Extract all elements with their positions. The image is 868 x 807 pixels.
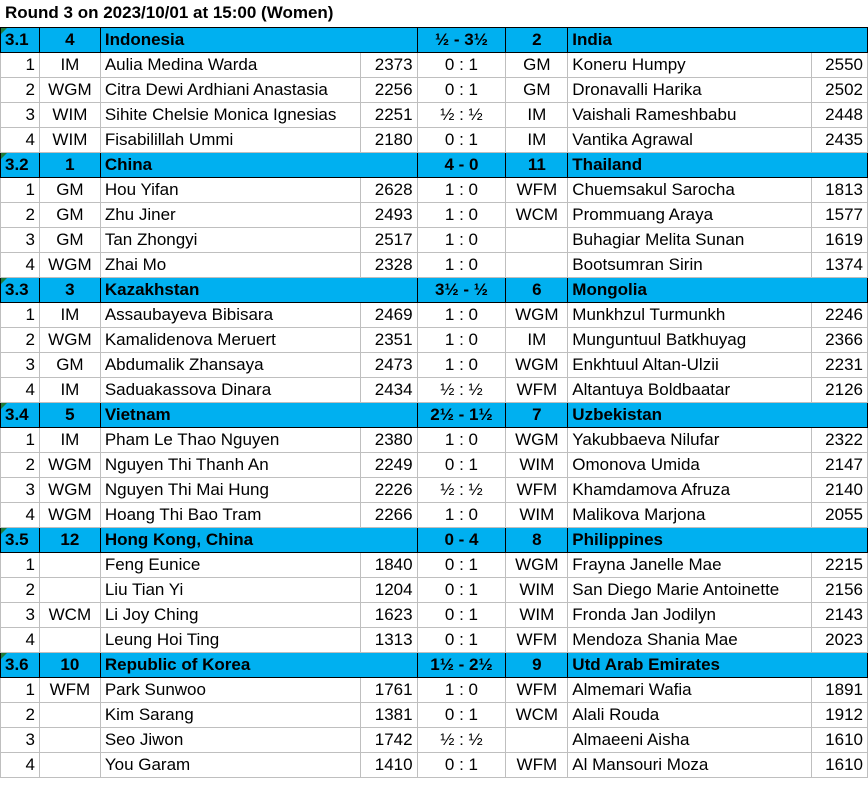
home-team-name[interactable]: China: [100, 153, 417, 178]
home-player-rating[interactable]: 1742: [360, 728, 417, 753]
away-player-name[interactable]: Koneru Humpy: [568, 53, 812, 78]
away-player-name[interactable]: Enkhtuul Altan-Ulzii: [568, 353, 812, 378]
game-row: [1, 203, 868, 228]
game-result[interactable]: ½ : ½: [417, 378, 506, 403]
home-player-title[interactable]: GM: [39, 353, 100, 378]
away-player-name[interactable]: Khamdamova Afruza: [568, 478, 812, 503]
home-player-name[interactable]: Citra Dewi Ardhiani Anastasia: [100, 78, 360, 103]
away-player-rating[interactable]: 2366: [812, 328, 868, 353]
away-player-name[interactable]: Munguntuul Batkhuyag: [568, 328, 812, 353]
home-player-title[interactable]: [39, 578, 100, 603]
game-result[interactable]: 0 : 1: [417, 553, 506, 578]
home-team-name[interactable]: Hong Kong, China: [100, 528, 417, 553]
away-player-title[interactable]: WCM: [506, 203, 568, 228]
board-number[interactable]: 3: [1, 728, 40, 753]
away-team-rank[interactable]: 9: [506, 653, 568, 678]
match-board-id[interactable]: 3.3: [1, 278, 40, 303]
away-player-name[interactable]: Prommuang Araya: [568, 203, 812, 228]
home-player-rating[interactable]: 2180: [360, 128, 417, 153]
away-player-name[interactable]: Malikova Marjona: [568, 503, 812, 528]
away-player-name[interactable]: Frayna Janelle Mae: [568, 553, 812, 578]
away-player-name[interactable]: Al Mansouri Moza: [568, 753, 812, 778]
away-player-name[interactable]: Chuemsakul Sarocha: [568, 178, 812, 203]
home-team-rank[interactable]: 3: [39, 278, 100, 303]
game-row: [1, 53, 868, 78]
away-player-rating[interactable]: 1374: [812, 253, 868, 278]
game-row: [1, 378, 868, 403]
away-player-rating[interactable]: 2448: [812, 103, 868, 128]
home-player-rating[interactable]: 1204: [360, 578, 417, 603]
home-player-title[interactable]: IM: [39, 53, 100, 78]
away-team-name[interactable]: India: [568, 28, 868, 53]
away-player-rating[interactable]: 2126: [812, 378, 868, 403]
away-player-name[interactable]: Fronda Jan Jodilyn: [568, 603, 812, 628]
match-score[interactable]: 0 - 4: [417, 528, 506, 553]
away-team-name[interactable]: Uzbekistan: [568, 403, 868, 428]
pairings-body: [1, 28, 868, 778]
match-board-id[interactable]: 3.4: [1, 403, 40, 428]
home-player-rating[interactable]: 2380: [360, 428, 417, 453]
game-row: [1, 78, 868, 103]
home-player-rating[interactable]: 1313: [360, 628, 417, 653]
board-number[interactable]: 1: [1, 678, 40, 703]
home-player-rating[interactable]: 2251: [360, 103, 417, 128]
board-number[interactable]: 2: [1, 578, 40, 603]
away-player-name[interactable]: Munkhzul Turmunkh: [568, 303, 812, 328]
home-player-title[interactable]: GM: [39, 203, 100, 228]
away-player-name[interactable]: Vaishali Rameshbabu: [568, 103, 812, 128]
game-row: [1, 103, 868, 128]
away-player-rating[interactable]: 2055: [812, 503, 868, 528]
away-team-name[interactable]: Mongolia: [568, 278, 868, 303]
board-number[interactable]: 2: [1, 453, 40, 478]
away-player-name[interactable]: Mendoza Shania Mae: [568, 628, 812, 653]
home-player-name[interactable]: Li Joy Ching: [100, 603, 360, 628]
away-player-title[interactable]: WFM: [506, 378, 568, 403]
game-result[interactable]: 1 : 0: [417, 178, 506, 203]
home-player-name[interactable]: Aulia Medina Warda: [100, 53, 360, 78]
game-row: [1, 228, 868, 253]
away-player-title[interactable]: WFM: [506, 178, 568, 203]
game-row: [1, 428, 868, 453]
home-player-rating[interactable]: 2434: [360, 378, 417, 403]
home-player-title[interactable]: IM: [39, 378, 100, 403]
board-number[interactable]: 3: [1, 603, 40, 628]
away-player-name[interactable]: Vantika Agrawal: [568, 128, 812, 153]
home-player-rating[interactable]: 2628: [360, 178, 417, 203]
game-result[interactable]: 1 : 0: [417, 303, 506, 328]
match-header-row: [1, 153, 868, 178]
home-team-rank[interactable]: 1: [39, 153, 100, 178]
board-number[interactable]: 1: [1, 553, 40, 578]
home-player-rating[interactable]: 2351: [360, 328, 417, 353]
away-player-rating[interactable]: 2156: [812, 578, 868, 603]
match-header-row: [1, 278, 868, 303]
home-player-rating[interactable]: 1623: [360, 603, 417, 628]
home-player-title[interactable]: WIM: [39, 128, 100, 153]
board-number[interactable]: 3: [1, 228, 40, 253]
match-score[interactable]: 4 - 0: [417, 153, 506, 178]
away-player-rating[interactable]: 2502: [812, 78, 868, 103]
away-player-rating[interactable]: 2435: [812, 128, 868, 153]
away-player-name[interactable]: Buhagiar Melita Sunan: [568, 228, 812, 253]
away-player-rating[interactable]: 2215: [812, 553, 868, 578]
board-number[interactable]: 4: [1, 378, 40, 403]
away-player-rating[interactable]: 2023: [812, 628, 868, 653]
home-player-title[interactable]: [39, 728, 100, 753]
game-result[interactable]: 0 : 1: [417, 53, 506, 78]
home-player-name[interactable]: Zhu Jiner: [100, 203, 360, 228]
home-player-rating[interactable]: 1761: [360, 678, 417, 703]
away-player-rating[interactable]: 1577: [812, 203, 868, 228]
away-team-rank[interactable]: 11: [506, 153, 568, 178]
home-player-rating[interactable]: 2266: [360, 503, 417, 528]
home-player-name[interactable]: Saduakassova Dinara: [100, 378, 360, 403]
home-player-rating[interactable]: 1840: [360, 553, 417, 578]
game-result[interactable]: 0 : 1: [417, 628, 506, 653]
board-number[interactable]: 1: [1, 178, 40, 203]
home-player-rating[interactable]: 2373: [360, 53, 417, 78]
match-board-id[interactable]: 3.2: [1, 153, 40, 178]
away-player-name[interactable]: Bootsumran Sirin: [568, 253, 812, 278]
home-team-name[interactable]: Kazakhstan: [100, 278, 417, 303]
away-player-title[interactable]: WFM: [506, 753, 568, 778]
home-team-name[interactable]: Indonesia: [100, 28, 417, 53]
board-number[interactable]: 2: [1, 328, 40, 353]
home-player-title[interactable]: IM: [39, 303, 100, 328]
game-row: [1, 603, 868, 628]
away-team-rank[interactable]: 7: [506, 403, 568, 428]
game-result[interactable]: 1 : 0: [417, 228, 506, 253]
match-board-id[interactable]: 3.5: [1, 528, 40, 553]
match-header-row: [1, 403, 868, 428]
away-team-name[interactable]: Thailand: [568, 153, 868, 178]
home-player-name[interactable]: Feng Eunice: [100, 553, 360, 578]
game-result[interactable]: ½ : ½: [417, 478, 506, 503]
away-team-rank[interactable]: 2: [506, 28, 568, 53]
home-player-name[interactable]: Seo Jiwon: [100, 728, 360, 753]
game-result[interactable]: 0 : 1: [417, 78, 506, 103]
away-player-title[interactable]: WIM: [506, 453, 568, 478]
away-player-name[interactable]: Almemari Wafia: [568, 678, 812, 703]
game-result[interactable]: 1 : 0: [417, 328, 506, 353]
home-player-name[interactable]: You Garam: [100, 753, 360, 778]
game-result[interactable]: 0 : 1: [417, 453, 506, 478]
away-player-rating[interactable]: 1891: [812, 678, 868, 703]
away-player-title[interactable]: [506, 253, 568, 278]
home-player-title[interactable]: WGM: [39, 78, 100, 103]
home-player-rating[interactable]: 2493: [360, 203, 417, 228]
away-player-name[interactable]: Yakubbaeva Nilufar: [568, 428, 812, 453]
home-player-title[interactable]: WGM: [39, 328, 100, 353]
game-row: [1, 178, 868, 203]
home-player-name[interactable]: Abdumalik Zhansaya: [100, 353, 360, 378]
home-team-name[interactable]: Vietnam: [100, 403, 417, 428]
game-result[interactable]: 1 : 0: [417, 678, 506, 703]
home-player-name[interactable]: Nguyen Thi Mai Hung: [100, 478, 360, 503]
game-row: [1, 728, 868, 753]
game-row: [1, 503, 868, 528]
board-number[interactable]: 2: [1, 703, 40, 728]
away-team-rank[interactable]: 6: [506, 278, 568, 303]
game-result[interactable]: ½ : ½: [417, 103, 506, 128]
home-player-rating[interactable]: 2517: [360, 228, 417, 253]
away-team-rank[interactable]: 8: [506, 528, 568, 553]
match-header-row: [1, 653, 868, 678]
board-number[interactable]: 4: [1, 253, 40, 278]
home-team-name[interactable]: Republic of Korea: [100, 653, 417, 678]
home-player-title[interactable]: [39, 553, 100, 578]
match-score[interactable]: 3½ - ½: [417, 278, 506, 303]
match-score[interactable]: ½ - 3½: [417, 28, 506, 53]
game-row: [1, 353, 868, 378]
away-player-title[interactable]: WIM: [506, 603, 568, 628]
home-player-name[interactable]: Assaubayeva Bibisara: [100, 303, 360, 328]
page-title: Round 3 on 2023/10/01 at 15:00 (Women): [5, 3, 334, 22]
game-result[interactable]: 1 : 0: [417, 428, 506, 453]
away-player-title[interactable]: WGM: [506, 303, 568, 328]
home-player-rating[interactable]: 2328: [360, 253, 417, 278]
away-player-rating[interactable]: 2246: [812, 303, 868, 328]
away-player-title[interactable]: WGM: [506, 553, 568, 578]
away-player-rating[interactable]: 2147: [812, 453, 868, 478]
home-player-name[interactable]: Leung Hoi Ting: [100, 628, 360, 653]
home-player-name[interactable]: Kamalidenova Meruert: [100, 328, 360, 353]
board-number[interactable]: 4: [1, 628, 40, 653]
board-number[interactable]: 2: [1, 78, 40, 103]
home-player-name[interactable]: Pham Le Thao Nguyen: [100, 428, 360, 453]
away-player-title[interactable]: [506, 728, 568, 753]
away-player-title[interactable]: WGM: [506, 353, 568, 378]
game-row: [1, 753, 868, 778]
home-player-name[interactable]: Zhai Mo: [100, 253, 360, 278]
home-player-title[interactable]: [39, 628, 100, 653]
away-player-title[interactable]: WGM: [506, 428, 568, 453]
game-result[interactable]: 0 : 1: [417, 578, 506, 603]
away-player-rating[interactable]: 1912: [812, 703, 868, 728]
home-team-rank[interactable]: 5: [39, 403, 100, 428]
game-result[interactable]: 0 : 1: [417, 703, 506, 728]
board-number[interactable]: 3: [1, 103, 40, 128]
match-board-id[interactable]: 3.6: [1, 653, 40, 678]
away-player-title[interactable]: WIM: [506, 578, 568, 603]
board-number[interactable]: 3: [1, 353, 40, 378]
away-player-rating[interactable]: 1813: [812, 178, 868, 203]
home-player-rating[interactable]: 2469: [360, 303, 417, 328]
away-player-rating[interactable]: 1610: [812, 753, 868, 778]
board-number[interactable]: 1: [1, 303, 40, 328]
pairings-table: [0, 27, 868, 778]
home-player-title[interactable]: [39, 753, 100, 778]
home-player-rating[interactable]: 2256: [360, 78, 417, 103]
match-score[interactable]: 2½ - 1½: [417, 403, 506, 428]
away-player-title[interactable]: WCM: [506, 703, 568, 728]
home-player-title[interactable]: WGM: [39, 253, 100, 278]
home-player-rating[interactable]: 1381: [360, 703, 417, 728]
game-result[interactable]: 0 : 1: [417, 753, 506, 778]
home-player-title[interactable]: [39, 703, 100, 728]
game-row: [1, 628, 868, 653]
home-player-rating[interactable]: 2249: [360, 453, 417, 478]
board-number[interactable]: 3: [1, 478, 40, 503]
home-player-name[interactable]: Sihite Chelsie Monica Ignesias: [100, 103, 360, 128]
away-player-title[interactable]: IM: [506, 328, 568, 353]
match-header-row: [1, 28, 868, 53]
home-player-title[interactable]: WGM: [39, 478, 100, 503]
home-player-name[interactable]: Tan Zhongyi: [100, 228, 360, 253]
away-player-title[interactable]: GM: [506, 78, 568, 103]
away-player-rating[interactable]: 2143: [812, 603, 868, 628]
home-player-title[interactable]: WCM: [39, 603, 100, 628]
home-player-name[interactable]: Kim Sarang: [100, 703, 360, 728]
game-row: [1, 303, 868, 328]
away-player-title[interactable]: IM: [506, 128, 568, 153]
game-row: [1, 253, 868, 278]
home-player-rating[interactable]: 2473: [360, 353, 417, 378]
game-row: [1, 703, 868, 728]
home-player-name[interactable]: Fisabilillah Ummi: [100, 128, 360, 153]
away-player-name[interactable]: San Diego Marie Antoinette: [568, 578, 812, 603]
game-row: [1, 128, 868, 153]
away-player-rating[interactable]: 2231: [812, 353, 868, 378]
game-row: [1, 678, 868, 703]
home-player-title[interactable]: IM: [39, 428, 100, 453]
home-player-rating[interactable]: 2226: [360, 478, 417, 503]
home-player-name[interactable]: Nguyen Thi Thanh An: [100, 453, 360, 478]
board-number[interactable]: 1: [1, 53, 40, 78]
away-player-title[interactable]: WFM: [506, 628, 568, 653]
home-player-name[interactable]: Park Sunwoo: [100, 678, 360, 703]
away-player-name[interactable]: Almaeeni Aisha: [568, 728, 812, 753]
game-row: [1, 453, 868, 478]
match-board-id[interactable]: 3.1: [1, 28, 40, 53]
home-team-rank[interactable]: 10: [39, 653, 100, 678]
away-player-name[interactable]: Dronavalli Harika: [568, 78, 812, 103]
game-result[interactable]: ½ : ½: [417, 728, 506, 753]
home-player-name[interactable]: Liu Tian Yi: [100, 578, 360, 603]
home-player-name[interactable]: Hou Yifan: [100, 178, 360, 203]
away-player-rating[interactable]: 1619: [812, 228, 868, 253]
away-player-title[interactable]: WFM: [506, 678, 568, 703]
game-result[interactable]: 1 : 0: [417, 203, 506, 228]
game-result[interactable]: 0 : 1: [417, 128, 506, 153]
away-player-name[interactable]: Altantuya Boldbaatar: [568, 378, 812, 403]
home-player-name[interactable]: Hoang Thi Bao Tram: [100, 503, 360, 528]
away-player-name[interactable]: Alali Rouda: [568, 703, 812, 728]
game-row: [1, 578, 868, 603]
board-number[interactable]: 4: [1, 128, 40, 153]
away-player-rating[interactable]: 2322: [812, 428, 868, 453]
away-player-title[interactable]: IM: [506, 103, 568, 128]
board-number[interactable]: 1: [1, 428, 40, 453]
board-number[interactable]: 4: [1, 503, 40, 528]
away-player-title[interactable]: GM: [506, 53, 568, 78]
board-number[interactable]: 2: [1, 203, 40, 228]
home-player-rating[interactable]: 1410: [360, 753, 417, 778]
game-row: [1, 328, 868, 353]
game-row: [1, 478, 868, 503]
away-player-name[interactable]: Omonova Umida: [568, 453, 812, 478]
home-player-title[interactable]: GM: [39, 228, 100, 253]
away-player-rating[interactable]: 2550: [812, 53, 868, 78]
away-player-title[interactable]: WFM: [506, 478, 568, 503]
away-player-title[interactable]: [506, 228, 568, 253]
away-player-title[interactable]: WIM: [506, 503, 568, 528]
board-number[interactable]: 4: [1, 753, 40, 778]
home-player-title[interactable]: WIM: [39, 103, 100, 128]
home-player-title[interactable]: GM: [39, 178, 100, 203]
home-team-rank[interactable]: 4: [39, 28, 100, 53]
away-player-rating[interactable]: 2140: [812, 478, 868, 503]
home-player-title[interactable]: WGM: [39, 503, 100, 528]
game-result[interactable]: 0 : 1: [417, 603, 506, 628]
home-player-title[interactable]: WFM: [39, 678, 100, 703]
match-score[interactable]: 1½ - 2½: [417, 653, 506, 678]
away-player-rating[interactable]: 1610: [812, 728, 868, 753]
away-team-name[interactable]: Philippines: [568, 528, 868, 553]
away-team-name[interactable]: Utd Arab Emirates: [568, 653, 868, 678]
game-result[interactable]: 1 : 0: [417, 353, 506, 378]
home-team-rank[interactable]: 12: [39, 528, 100, 553]
game-result[interactable]: 1 : 0: [417, 503, 506, 528]
match-header-row: [1, 528, 868, 553]
game-result[interactable]: 1 : 0: [417, 253, 506, 278]
home-player-title[interactable]: WGM: [39, 453, 100, 478]
game-row: [1, 553, 868, 578]
